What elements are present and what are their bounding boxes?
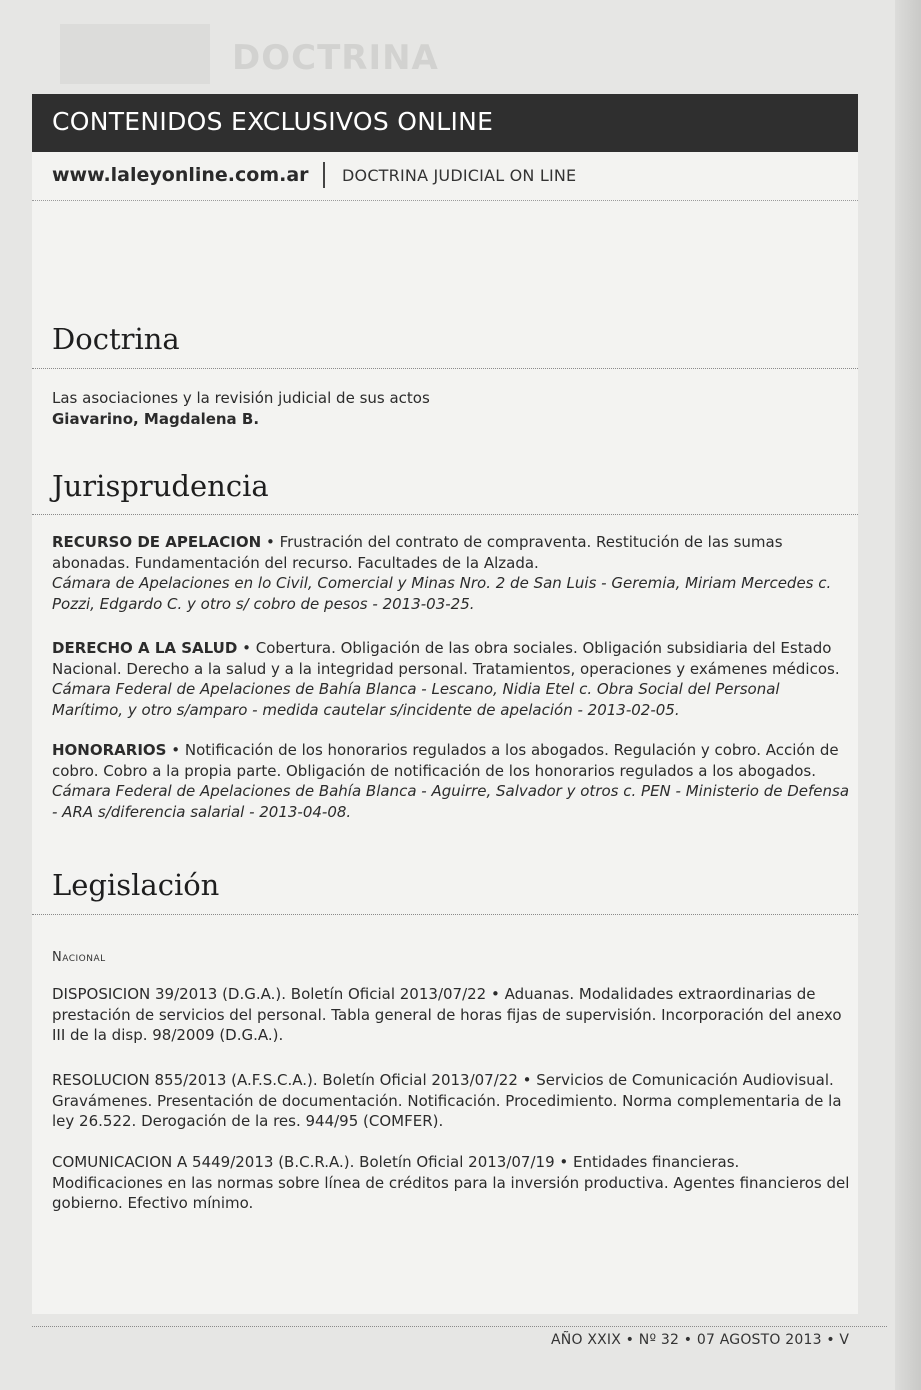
jurisprudencia-item-keyword: DERECHO A LA SALUD (52, 639, 238, 657)
section-divider (32, 914, 858, 915)
jurisprudencia-item[interactable] (52, 532, 852, 614)
bullet: • (171, 741, 181, 759)
jurisprudencia-item-citation: Cámara Federal de Apelaciones de Bahía Blanca - Aguirre, Salvador y otros c. PEN - Ministerio de Defensa - ARA s/diferencia salarial - 2013-04-08. (52, 782, 850, 821)
website-link[interactable]: www.laleyonline.com.ar (52, 164, 309, 186)
doctrina-item-title: Las asociaciones y la revisión judicial de sus actos (52, 389, 430, 407)
jurisprudencia-item-keyword: RECURSO DE APELACION (52, 533, 262, 551)
legislacion-item-text: COMUNICACION A 5449/2013 (B.C.R.A.). Boletín Oficial 2013/07/19 • Entidades financieras. Modificaciones en las normas sobre línea de créditos para la inversión productiva. Agentes financieros del gobierno. Efectivo mínimo. (52, 1153, 850, 1212)
banner (32, 94, 858, 152)
legislacion-item[interactable] (52, 984, 852, 1046)
url-bar (32, 152, 858, 201)
jurisprudencia-item-citation: Cámara Federal de Apelaciones de Bahía Blanca - Lescano, Nidia Etel c. Obra Social del Personal Marítimo, y otro s/amparo - medida cautelar s/incidente de apelación - 2013-02-05. (52, 680, 780, 719)
doctrina-item-author: Giavarino, Magdalena B. (52, 409, 260, 428)
page-footer: AÑO XXIX • Nº 32 • 07 AGOSTO 2013 • V (551, 1332, 850, 1348)
bullet: • (265, 533, 275, 551)
legislacion-subheading: Nacional (52, 950, 106, 965)
bullet: • (242, 639, 251, 657)
legislacion-item[interactable] (52, 1152, 852, 1214)
page-edge-shadow (895, 0, 921, 1390)
section-divider (32, 514, 858, 515)
jurisprudencia-item-text: Cobertura. Obligación de las obra sociales. Obligación subsidiaria del Estado Nacional. Derecho a la salud y a la integridad personal. Tratamientos, operaciones y exámenes médicos. (52, 639, 840, 678)
jurisprudencia-item-text: Frustración del contrato de compraventa. Restitución de las sumas abonadas. Fundamentación del recurso. Facultades de la Alzada. (52, 533, 783, 572)
footer-divider (32, 1326, 887, 1327)
jurisprudencia-item-text: Notificación de los honorarios regulados a los abogados. Regulación y cobro. Acción de cobro. Cobro a la propia parte. Obligación de notificación de los honorarios regulados a los abogados. (52, 741, 839, 780)
legislacion-item[interactable] (52, 1070, 852, 1132)
banner-title: CONTENIDOS EXCLUSIVOS ONLINE (52, 107, 494, 136)
url-description: DOCTRINA JUDICIAL ON LINE (342, 166, 577, 185)
jurisprudencia-item[interactable] (52, 638, 852, 720)
section-heading-legislacion: Legislación (52, 868, 220, 902)
background-heading: DOCTRINA (232, 38, 439, 78)
online-contents-box (32, 94, 858, 1314)
legislacion-item-text: DISPOSICION 39/2013 (D.G.A.). Boletín Oficial 2013/07/22 • Aduanas. Modalidades extraordinarias de prestación de servicios del personal. Tabla general de horas fijas de supervisión. Incorporación del anexo III de la disp. 98/2009 (D.G.A.). (52, 985, 842, 1044)
background-decoration (60, 24, 210, 84)
section-divider (32, 368, 858, 369)
legislacion-item-text: RESOLUCION 855/2013 (A.F.S.C.A.). Boletín Oficial 2013/07/22 • Servicios de Comunicación Audiovisual. Gravámenes. Presentación de documentación. Notificación. Procedimiento. Norma complementaria de la ley 26.522. Derogación de la res. 944/95 (COMFER). (52, 1071, 842, 1130)
section-heading-doctrina: Doctrina (52, 322, 180, 356)
jurisprudencia-item-keyword: HONORARIOS (52, 741, 167, 759)
jurisprudencia-item-citation: Cámara de Apelaciones en lo Civil, Comercial y Minas Nro. 2 de San Luis - Geremia, Miriam Mercedes c. Pozzi, Edgardo C. y otro s/ cobro de pesos - 2013-03-25. (52, 574, 832, 613)
doctrina-item[interactable] (52, 388, 852, 429)
url-separator (323, 162, 325, 188)
section-heading-jurisprudencia: Jurisprudencia (52, 469, 269, 503)
jurisprudencia-item[interactable] (52, 740, 852, 822)
